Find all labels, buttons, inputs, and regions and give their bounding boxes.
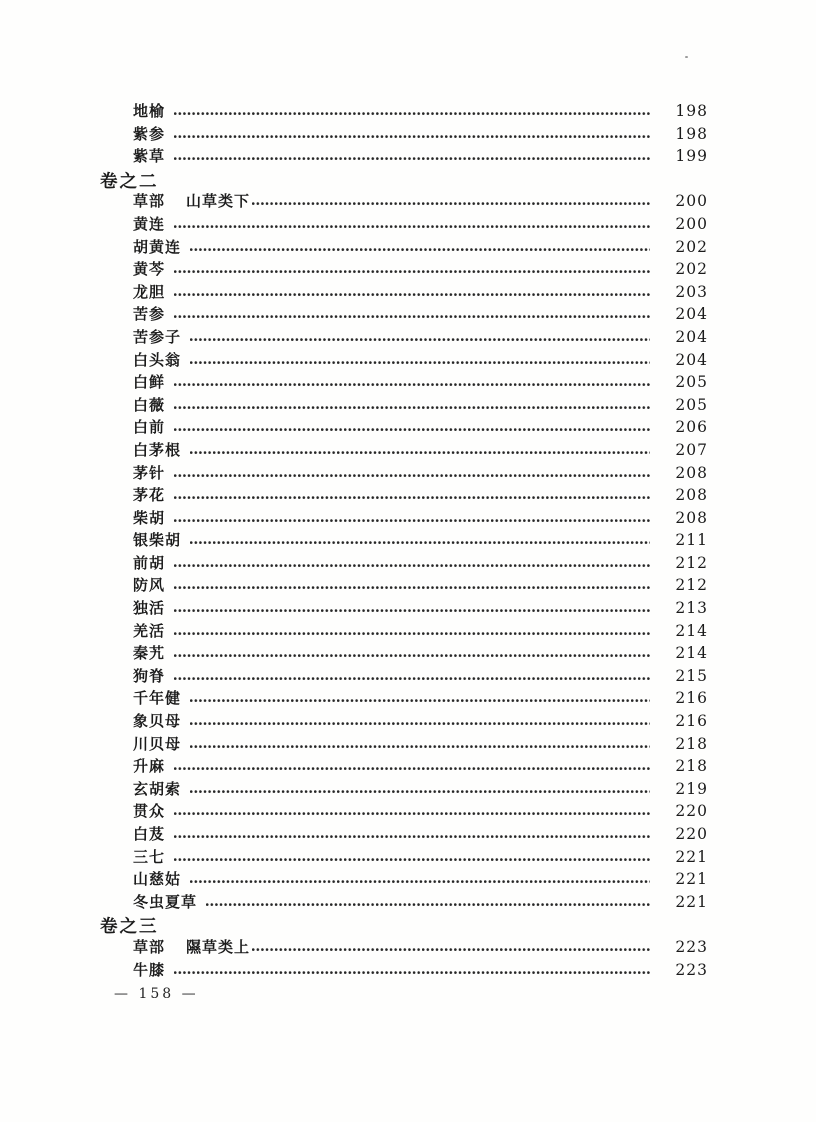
dot-leader bbox=[174, 766, 650, 771]
entry-title: 川贝母 bbox=[133, 734, 182, 753]
dot-leader bbox=[174, 631, 650, 636]
page-number: 199 bbox=[675, 147, 708, 166]
page-number: 214 bbox=[675, 621, 708, 640]
dot-leader bbox=[190, 247, 650, 252]
entry-title: 地榆 bbox=[133, 102, 166, 120]
page-number: 214 bbox=[675, 644, 708, 663]
page-number: 202 bbox=[675, 260, 708, 279]
page-number: 216 bbox=[675, 689, 708, 708]
page-number: 205 bbox=[675, 373, 708, 392]
toc-entry bbox=[100, 100, 708, 123]
page-number: 211 bbox=[675, 531, 708, 550]
entry-title: 白茅根 bbox=[133, 440, 182, 459]
section-category-label: 山草类下 bbox=[186, 192, 251, 211]
section-part-label: 草部 bbox=[133, 192, 166, 211]
toc-entry bbox=[100, 574, 708, 597]
page-number: 221 bbox=[675, 892, 708, 911]
entry-title: 银柴胡 bbox=[133, 531, 182, 550]
entry-title: 茅花 bbox=[133, 486, 166, 505]
dot-leader bbox=[190, 698, 650, 703]
toc-entry bbox=[100, 665, 708, 688]
page-number: 223 bbox=[675, 937, 708, 956]
toc-entry bbox=[100, 349, 708, 372]
toc-entry bbox=[100, 416, 708, 439]
page-number: 204 bbox=[675, 327, 708, 346]
toc-entry bbox=[100, 326, 708, 349]
volume-title: 卷之三 bbox=[100, 917, 159, 938]
dot-leader bbox=[174, 156, 650, 161]
toc-entry bbox=[100, 687, 708, 710]
dot-leader bbox=[190, 450, 650, 455]
dot-leader bbox=[174, 314, 650, 319]
toc-entry bbox=[100, 303, 708, 326]
toc-entry bbox=[100, 439, 708, 462]
dot-leader bbox=[174, 427, 650, 432]
section-heading bbox=[100, 936, 708, 959]
toc-entry bbox=[100, 868, 708, 891]
dot-leader bbox=[190, 744, 650, 749]
page-number: 208 bbox=[675, 463, 708, 482]
page-number: 219 bbox=[675, 779, 708, 798]
page-number: 200 bbox=[675, 192, 708, 211]
page-number: 204 bbox=[675, 305, 708, 324]
page-number: 208 bbox=[675, 486, 708, 505]
toc-entry bbox=[100, 462, 708, 485]
page-number: 205 bbox=[675, 395, 708, 414]
page-number: 220 bbox=[675, 825, 708, 843]
dot-leader bbox=[174, 111, 650, 116]
page-number: 215 bbox=[675, 666, 708, 685]
entry-title: 苦参子 bbox=[133, 327, 182, 346]
page-number: 218 bbox=[675, 734, 708, 753]
entry-title: 升麻 bbox=[133, 757, 166, 776]
dot-leader bbox=[174, 834, 650, 839]
dot-leader bbox=[174, 224, 650, 229]
dot-leader bbox=[174, 405, 650, 410]
toc-entry bbox=[100, 959, 708, 982]
page-number: 207 bbox=[675, 440, 708, 459]
page-number: 204 bbox=[675, 350, 708, 369]
dot-leader bbox=[190, 721, 650, 726]
entry-title: 秦艽 bbox=[133, 644, 166, 663]
toc-entry bbox=[100, 236, 708, 259]
dot-leader bbox=[190, 337, 650, 342]
entry-title: 贯众 bbox=[133, 802, 166, 821]
toc-entry bbox=[100, 891, 708, 914]
toc-entry bbox=[100, 281, 708, 304]
toc-entry bbox=[100, 778, 708, 801]
dot-leader bbox=[252, 201, 650, 206]
toc-entry bbox=[100, 823, 708, 846]
entry-title: 防风 bbox=[133, 576, 166, 595]
entry-title: 白鲜 bbox=[133, 373, 166, 392]
dot-leader bbox=[174, 857, 650, 862]
toc-entry bbox=[100, 394, 708, 417]
entry-title: 前胡 bbox=[133, 553, 166, 572]
entry-title: 白芨 bbox=[133, 825, 166, 843]
toc-entry bbox=[100, 620, 708, 643]
page-number: 221 bbox=[675, 847, 708, 866]
dot-leader bbox=[252, 947, 650, 952]
page-number: 220 bbox=[675, 802, 708, 821]
dot-leader bbox=[206, 902, 650, 907]
entry-title: 苦参 bbox=[133, 305, 166, 324]
page-number: 202 bbox=[675, 237, 708, 256]
section-part-label: 草部 bbox=[133, 937, 166, 956]
page-number: 198 bbox=[675, 102, 708, 120]
entry-title: 象贝母 bbox=[133, 712, 182, 731]
scan-speck bbox=[685, 56, 688, 58]
dot-leader bbox=[174, 585, 650, 590]
entry-title: 白薇 bbox=[133, 395, 166, 414]
entry-title: 白前 bbox=[133, 418, 166, 437]
dot-leader bbox=[190, 360, 650, 365]
dot-leader bbox=[174, 676, 650, 681]
volume-heading bbox=[100, 913, 708, 936]
dot-leader bbox=[174, 811, 650, 816]
page-number: 223 bbox=[675, 960, 708, 979]
volume-heading bbox=[100, 168, 708, 191]
dot-leader bbox=[190, 879, 650, 884]
page-number: 213 bbox=[675, 599, 708, 618]
toc-entry bbox=[100, 846, 708, 869]
page-number: 208 bbox=[675, 508, 708, 527]
toc-entry bbox=[100, 733, 708, 756]
entry-title: 白头翁 bbox=[133, 350, 182, 369]
entry-title: 茅针 bbox=[133, 463, 166, 482]
dot-leader bbox=[174, 608, 650, 613]
entry-title: 千年健 bbox=[133, 689, 182, 708]
entry-title: 紫草 bbox=[133, 147, 166, 166]
dot-leader bbox=[174, 518, 650, 523]
entry-title: 独活 bbox=[133, 599, 166, 618]
toc-entry bbox=[100, 213, 708, 236]
page-number: 218 bbox=[675, 757, 708, 776]
page-number: 216 bbox=[675, 712, 708, 731]
page-number: 200 bbox=[675, 214, 708, 233]
page-number: 203 bbox=[675, 282, 708, 301]
entry-title: 牛膝 bbox=[133, 960, 166, 979]
dot-leader bbox=[174, 495, 650, 500]
entry-title: 胡黄连 bbox=[133, 237, 182, 256]
entry-title: 紫参 bbox=[133, 124, 166, 143]
toc-entry bbox=[100, 123, 708, 146]
entry-title: 羌活 bbox=[133, 621, 166, 640]
dot-leader bbox=[174, 653, 650, 658]
toc-entry bbox=[100, 529, 708, 552]
entry-title: 龙胆 bbox=[133, 282, 166, 301]
entry-title: 三七 bbox=[133, 847, 166, 866]
table-of-contents bbox=[100, 100, 708, 981]
entry-title: 柴胡 bbox=[133, 508, 166, 527]
entry-title: 冬虫夏草 bbox=[133, 892, 198, 911]
toc-entry bbox=[100, 484, 708, 507]
toc-entry bbox=[100, 755, 708, 778]
dot-leader bbox=[174, 134, 650, 139]
dot-leader bbox=[174, 563, 650, 568]
section-category-label: 隰草类上 bbox=[186, 937, 251, 956]
entry-title: 黄芩 bbox=[133, 260, 166, 279]
entry-title: 山慈姑 bbox=[133, 870, 182, 889]
dot-leader bbox=[190, 789, 650, 794]
page-number: 212 bbox=[675, 553, 708, 572]
toc-entry bbox=[100, 710, 708, 733]
page-number: 221 bbox=[675, 870, 708, 889]
toc-entry bbox=[100, 258, 708, 281]
page-number: 212 bbox=[675, 576, 708, 595]
dot-leader bbox=[174, 473, 650, 478]
toc-entry bbox=[100, 642, 708, 665]
toc-entry bbox=[100, 371, 708, 394]
page-number: 198 bbox=[675, 124, 708, 143]
toc-entry bbox=[100, 145, 708, 168]
dot-leader bbox=[190, 540, 650, 545]
toc-entry bbox=[100, 800, 708, 823]
page-number: 206 bbox=[675, 418, 708, 437]
dot-leader bbox=[174, 269, 650, 274]
folio-page-number: — 158 — bbox=[114, 986, 199, 1002]
section-heading bbox=[100, 190, 708, 213]
entry-title: 玄胡索 bbox=[133, 779, 182, 798]
toc-entry bbox=[100, 507, 708, 530]
toc-entry bbox=[100, 552, 708, 575]
dot-leader bbox=[174, 970, 650, 975]
entry-title: 黄连 bbox=[133, 214, 166, 233]
entry-title: 狗脊 bbox=[133, 666, 166, 685]
dot-leader bbox=[174, 292, 650, 297]
volume-title: 卷之二 bbox=[100, 171, 159, 192]
toc-entry bbox=[100, 597, 708, 620]
dot-leader bbox=[174, 382, 650, 387]
